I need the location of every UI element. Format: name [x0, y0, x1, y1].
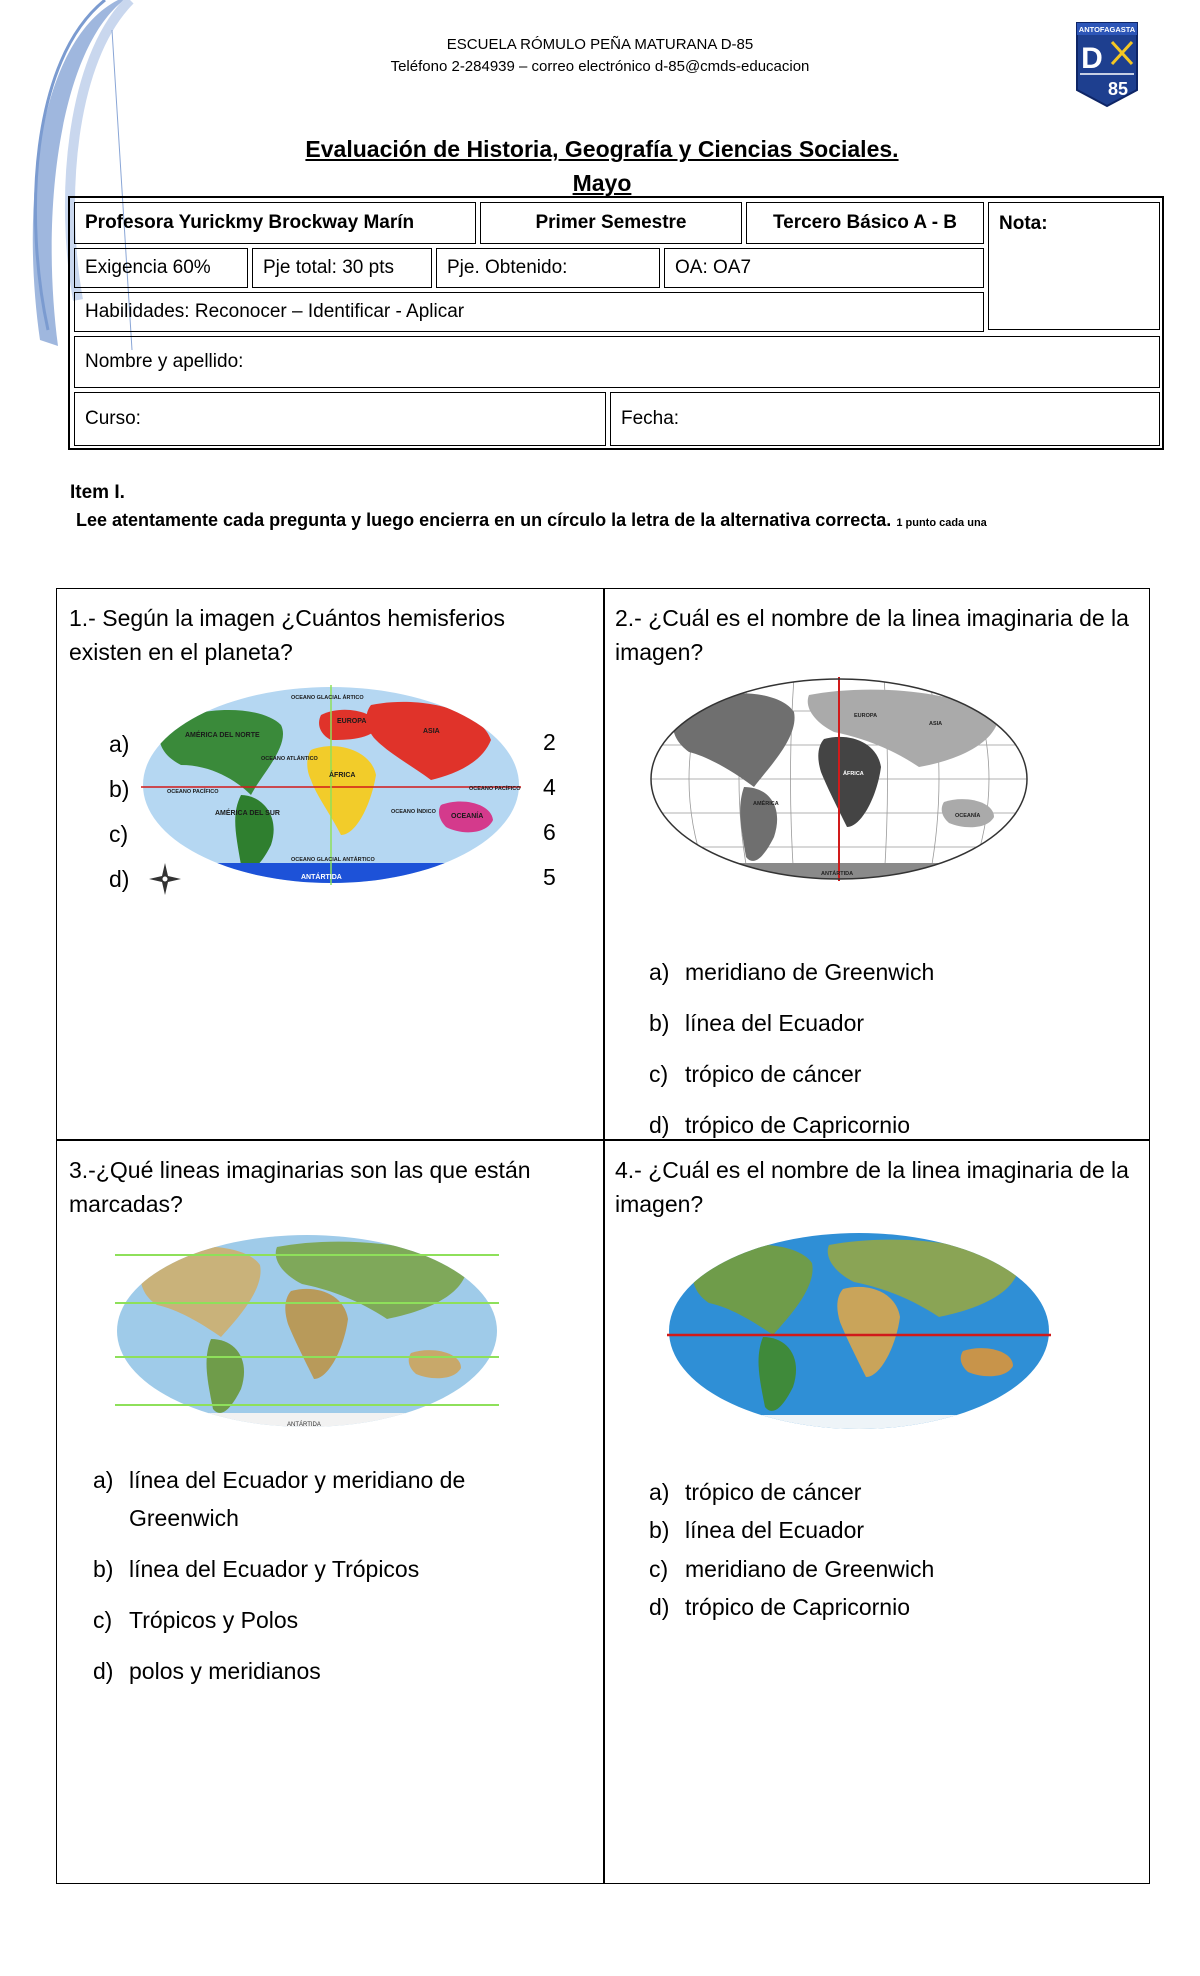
- q1-value-b: 4: [543, 774, 556, 800]
- label-oceania-2: OCEANÍA: [955, 813, 981, 819]
- semester-cell: Primer Semestre: [480, 202, 742, 244]
- course-level-cell: Tercero Básico A - B: [746, 202, 984, 244]
- school-header: [300, 34, 900, 78]
- label-antarctica: ANTÁRTIDA: [301, 874, 342, 881]
- q3-option-a[interactable]: a) línea del Ecuador y meridiano de: [93, 1467, 466, 1493]
- question-3-text: 3.-¿Qué lineas imaginarias son las que están marcadas?: [69, 1157, 531, 1217]
- label-europe: EUROPA: [337, 718, 367, 725]
- label-america-2: AMÉRICA: [753, 801, 779, 807]
- q4-option-b[interactable]: b) línea del Ecuador: [649, 1517, 865, 1543]
- q2-option-a[interactable]: a) meridiano de Greenwich: [649, 959, 935, 985]
- course-field[interactable]: Curso:: [74, 392, 606, 446]
- q2-option-c[interactable]: c) trópico de cáncer: [649, 1061, 862, 1087]
- q2-option-b[interactable]: b) línea del Ecuador: [649, 1010, 865, 1036]
- label-asia: ASIA: [423, 728, 440, 735]
- school-name: ESCUELA RÓMULO PEÑA MATURANA D-85: [446, 36, 754, 53]
- label-antarctic-ocean: OCEANO GLACIAL ANTÁRTICO: [291, 857, 375, 863]
- label-atlantic-ocean: OCEANO ATLÁNTICO: [261, 756, 318, 762]
- points-note: 1 punto cada una: [896, 517, 987, 529]
- label-north-america: AMÉRICA DEL NORTE: [185, 732, 260, 739]
- q3-option-a-continued: Greenwich: [129, 1505, 239, 1531]
- label-south-america: AMÉRICA DEL SUR: [215, 810, 280, 817]
- item-title: Item I.: [70, 482, 125, 503]
- questions-grid: [56, 588, 1150, 1884]
- objective-cell: OA: OA7: [664, 248, 984, 288]
- total-points-cell: Pje total: 30 pts: [252, 248, 432, 288]
- requirement-cell: Exigencia 60%: [74, 248, 248, 288]
- q1-option-c[interactable]: c): [109, 821, 129, 847]
- map-greenwich-meridian: [649, 677, 1029, 881]
- label-europe-2: EUROPA: [854, 713, 878, 719]
- skills-cell: Habilidades: Reconocer – Identificar - Aplicar: [74, 292, 984, 332]
- q3-option-d[interactable]: d) polos y meridianos: [93, 1658, 321, 1684]
- q1-value-a: 2: [543, 729, 556, 755]
- question-2-text: 2.- ¿Cuál es el nombre de la linea imaginaria de la imagen?: [615, 605, 1129, 665]
- logo-number: 85: [1107, 79, 1129, 99]
- date-field[interactable]: Fecha:: [610, 392, 1160, 446]
- label-antarctica-2: ANTÁRTIDA: [821, 871, 854, 877]
- label-asia-2: ASIA: [929, 721, 943, 727]
- q4-option-d[interactable]: d) trópico de Capricornio: [649, 1594, 911, 1620]
- q4-option-c[interactable]: c) meridiano de Greenwich: [649, 1556, 935, 1582]
- label-indian-ocean: OCEANO ÍNDICO: [391, 809, 436, 815]
- instruction-text: Lee atentamente cada pregunta y luego encierra en un círculo la letra de la alternativa correcta.: [76, 510, 892, 530]
- q1-option-a[interactable]: a): [109, 731, 130, 757]
- label-antarctica-3: ANTÁRTIDA: [287, 1422, 321, 1428]
- logo-top-text: ANTOFAGASTA: [1078, 25, 1136, 34]
- q1-value-c: 6: [543, 819, 556, 845]
- q1-option-d[interactable]: d): [109, 866, 130, 892]
- school-logo: [1074, 20, 1140, 108]
- exam-info-table: [68, 196, 1164, 450]
- compass-rose-icon: [147, 861, 183, 897]
- question-1-text: 1.- Según la imagen ¿Cuántos hemisferios existen en el planeta?: [69, 605, 505, 665]
- question-4-text: 4.- ¿Cuál es el nombre de la linea imaginaria de la imagen?: [615, 1157, 1129, 1217]
- label-oceania: OCEANÍA: [451, 813, 484, 820]
- school-contact: Teléfono 2-284939 – correo electrónico d-85@cmds-educacion: [390, 58, 810, 75]
- map-equator-line: [667, 1231, 1051, 1431]
- grade-cell: Nota:: [988, 202, 1160, 330]
- exam-title-line2: Mayo: [572, 170, 632, 196]
- item-instruction: [76, 510, 987, 531]
- q1-option-b[interactable]: b): [109, 776, 130, 802]
- q4-option-a[interactable]: a) trópico de cáncer: [649, 1479, 862, 1505]
- label-pacific-ocean-west: OCEANO PACÍFICO: [167, 789, 219, 795]
- label-arctic-ocean: OCEANO GLACIAL ÁRTICO: [291, 695, 364, 701]
- q2-option-d[interactable]: d) trópico de Capricornio: [649, 1112, 911, 1138]
- q3-option-c[interactable]: c) Trópicos y Polos: [93, 1607, 299, 1633]
- obtained-points-cell[interactable]: Pje. Obtenido:: [436, 248, 660, 288]
- map-tropics-polar-lines: [115, 1233, 499, 1429]
- label-pacific-ocean-east: OCEANO PACÍFICO: [469, 786, 521, 792]
- q3-option-b[interactable]: b) línea del Ecuador y Trópicos: [93, 1556, 420, 1582]
- label-africa: ÁFRICA: [329, 772, 356, 779]
- name-field[interactable]: Nombre y apellido:: [74, 336, 1160, 388]
- map-continents-hemispheres: [141, 685, 521, 885]
- logo-letter: D: [1081, 42, 1103, 75]
- exam-title: [200, 132, 1004, 200]
- label-africa-2: ÁFRICA: [843, 771, 864, 777]
- exam-title-line1: Evaluación de Historia, Geografía y Ciencias Sociales.: [305, 136, 899, 162]
- teacher-cell: Profesora Yurickmy Brockway Marín: [74, 202, 476, 244]
- q1-value-d: 5: [543, 864, 556, 890]
